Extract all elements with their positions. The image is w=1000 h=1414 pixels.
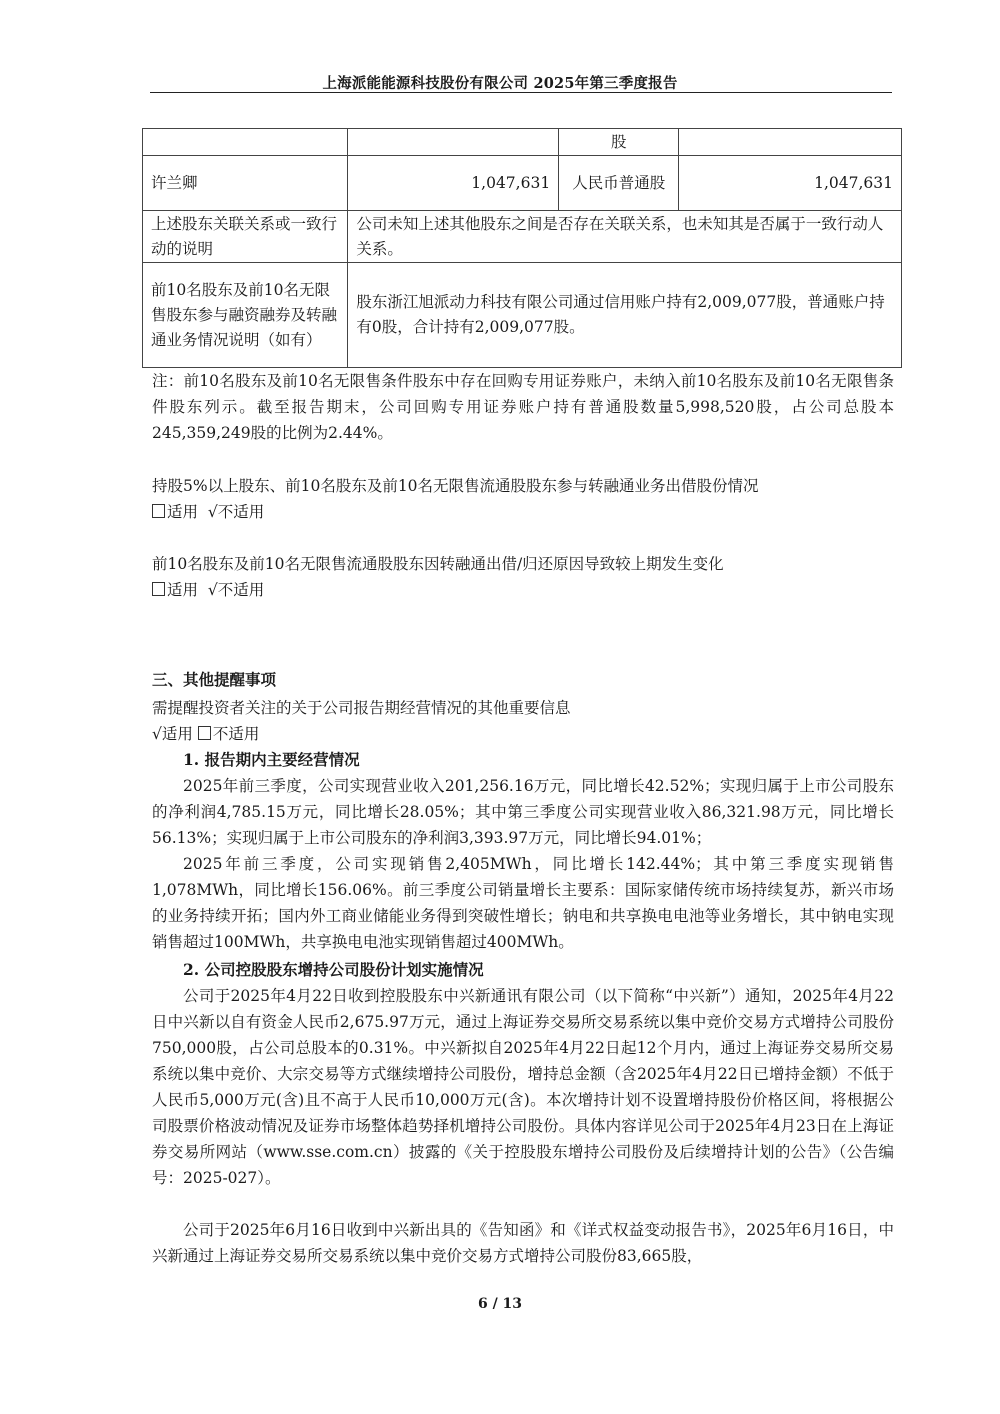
relation-label-cell: 上述股东关联关系或一致行动的说明 xyxy=(143,211,348,263)
change-title: 前10名股东及前10名无限售流通股股东因转融通出借/归还原因导致较上期发生变化 xyxy=(152,555,724,573)
checkbox-icon xyxy=(152,582,165,596)
lending-options xyxy=(152,499,894,525)
share-quantity-cell: 1,047,631 xyxy=(348,156,559,211)
share-increase-paragraph: 公司于2025年4月22日收到控股股东中兴新通讯有限公司（以下简称“中兴新”）通知，2025年4月22日中兴新以自有资金人民币2,675.97万元，通过上海证券交易所交易系统以集中竞价交易方式增持公司股份750,000股，占公司总股本的0.31%。中兴新拟自2025年4月22日起12个月内，通过上海证券交易所交易系统以集中竞价、大宗交易等方式继续增持公司股份，增持总金额（含2025年4月22日已增持金额）不低于人民币5,000万元(含)且不高于人民币10,000万元(含)。本次增持计划不设置增持股份价格区间，将根据公司股票价格波动情况及证券市场整体趋势择机增持公司股份。具体内容详见公司于2025年4月23日在上海证券交易所网站（www.sse.com.cn）披露的《关于控股股东增持公司股份及后续增持计划的公告》（公告编号：2025-027）。 xyxy=(152,987,894,1187)
table-row xyxy=(143,211,902,263)
lending-title: 持股5%以上股东、前10名股东及前10名无限售流通股股东参与转融通业务出借股份情况 xyxy=(152,477,759,495)
margin-text-cell: 股东浙江旭派动力科技有限公司通过信用账户持有2,009,077股，普通账户持有0股，合计持有2,009,077股。 xyxy=(348,263,902,368)
subsection-title: 1. 报告期内主要经营情况 xyxy=(183,750,360,769)
shareholder-name-cell xyxy=(143,129,348,156)
repurchase-note: 注：前10名股东及前10名无限售条件股东中存在回购专用证券账户，未纳入前10名股东及前10名无限售条件股东列示。截至报告期末，公司回购专用证券账户持有普通股数量5,998,520股，占公司总股本245,359,249股的比例为2.44%。 xyxy=(152,372,894,442)
share-quantity-cell: 1,047,631 xyxy=(679,156,902,211)
option-applicable: √适用 xyxy=(152,725,193,743)
section-intro: 需提醒投资者关注的关于公司报告期经营情况的其他重要信息 xyxy=(152,699,571,717)
option-not-applicable: √不适用 xyxy=(207,581,265,599)
subsection-title: 2. 公司控股股东增持公司股份计划实施情况 xyxy=(183,960,484,979)
share-quantity-cell xyxy=(348,129,559,156)
table-row xyxy=(143,129,902,156)
section-options xyxy=(152,721,894,747)
shareholder-name-cell: 许兰卿 xyxy=(143,156,348,211)
report-header-title: 上海派能能源科技股份有限公司 2025年第三季度报告 xyxy=(322,75,678,92)
sales-paragraph: 2025年前三季度，公司实现销售2,405MWh，同比增长142.44%；其中第三季度实现销售1,078MWh，同比增长156.06%。前三季度公司销量增长主要系：国际家储传统市场持续复苏，新兴市场的业务持续开拓；国内外工商业储能业务得到突破性增长；钠电和共享换电电池等业务增长，其中钠电实现销售超过100MWh，共享换电电池实现销售超过400MWh。 xyxy=(152,855,894,951)
share-type-cell: 人民币普通股 xyxy=(559,156,679,211)
option-not-applicable: 不适用 xyxy=(212,725,260,743)
option-not-applicable: √不适用 xyxy=(207,503,265,521)
table-row xyxy=(143,263,902,368)
share-type-cell: 股 xyxy=(559,129,679,156)
checkbox-icon xyxy=(152,504,165,518)
header-divider xyxy=(150,92,892,93)
relation-text-cell: 公司未知上述其他股东之间是否存在关联关系，也未知其是否属于一致行动人关系。 xyxy=(348,211,902,263)
margin-label-cell: 前10名股东及前10名无限售股东参与融资融券及转融通业务情况说明（如有） xyxy=(143,263,348,368)
section-heading: 三、其他提醒事项 xyxy=(152,670,277,689)
shareholder-table xyxy=(142,128,902,368)
change-options xyxy=(152,577,894,603)
share-quantity-cell xyxy=(679,129,902,156)
option-applicable: 适用 xyxy=(167,581,199,599)
option-applicable: 适用 xyxy=(167,503,199,521)
share-increase-paragraph-2: 公司于2025年6月16日收到中兴新出具的《告知函》和《详式权益变动报告书》，2025年6月16日，中兴新通过上海证券交易所交易系统以集中竞价交易方式增持公司股份83,665股， xyxy=(152,1221,894,1265)
table-row xyxy=(143,156,902,211)
operations-paragraph: 2025年前三季度，公司实现营业收入201,256.16万元，同比增长42.52%；实现归属于上市公司股东的净利润4,785.15万元，同比增长28.05%；其中第三季度公司实现营业收入86,321.98万元，同比增长56.13%；实现归属于上市公司股东的净利润3,393.97万元，同比增长94.01%； xyxy=(152,777,894,847)
page-number: 6 / 13 xyxy=(477,1296,523,1312)
checkbox-icon xyxy=(198,726,211,740)
